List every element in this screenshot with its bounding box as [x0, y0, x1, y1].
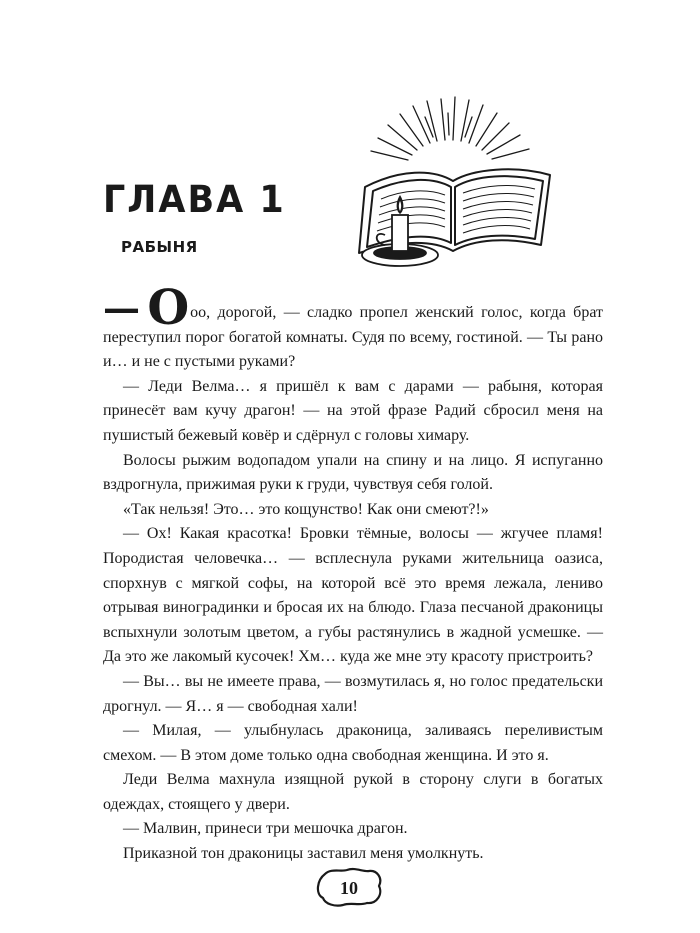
paragraph: — Малвин, принеси три мешочка драгон.: [123, 820, 408, 838]
page-number: 10: [340, 878, 358, 898]
chapter-body: [103, 280, 603, 867]
chapter-title: ГЛАВА 1: [103, 178, 286, 222]
dropcap-dash: —: [103, 286, 140, 330]
paragraph: — Вы… вы не имеете права, — возмутилась я, но голос предательски дрогнул. — Я… я — свободная хали!: [103, 672, 603, 715]
paragraph: Приказной тон драконицы заставил меня умолкнуть.: [123, 845, 484, 863]
opening-paragraph-text: оо, дорогой, — сладко пропел женский голос, когда брат переступил порог богатой комнаты. Судя по всему, гостиной. — Ты рано и… и не с пустыми руками?: [103, 304, 603, 371]
chapter-subtitle: РАБЫНЯ: [121, 238, 198, 256]
paragraph: — Милая, — улыбнулась драконица, заливаясь переливистым смехом. — В этом доме только одна свободная женщина. И это я.: [103, 722, 603, 764]
paragraph: — Леди Велма… я пришёл к вам с дарами — рабыня, которая принесёт вам кучу драгон! — на этой фразе Радий сбросил меня на пушистый бежевый ковёр и сдёрнул с головы химару.: [103, 377, 603, 444]
paragraph: Волосы рыжим водопадом упали на спину и на лицо. Я испуганно вздрогнула, прижимая руки к груди, чувствуя себя голой.: [103, 451, 603, 494]
paragraph: — Ох! Какая красотка! Бровки тёмные, волосы — жгучее пламя! Породистая человечка… — всплеснула руками жительница оазиса, спорхнув с мягкой софы, на которой всё это время лежала, лениво отрывая виноградинки и бросая их на блюдо. Глаза песчаной драконицы вспыхнули золотым цветом, а губы растянулись в жадной усмешке. — Да это же лакомый кусочек! Хм… куда же мне эту красоту пристроить?: [103, 525, 603, 666]
paragraph: Леди Велма махнула изящной рукой в сторону слуги в богатых одеждах, стоящего у двери.: [103, 771, 603, 813]
open-book-candle-icon: [345, 95, 560, 277]
dropcap-letter: О: [147, 280, 190, 336]
paragraph: «Так нельзя! Это… это кощунство! Как они смеют?!»: [123, 500, 489, 518]
opening-paragraph: [103, 280, 603, 375]
